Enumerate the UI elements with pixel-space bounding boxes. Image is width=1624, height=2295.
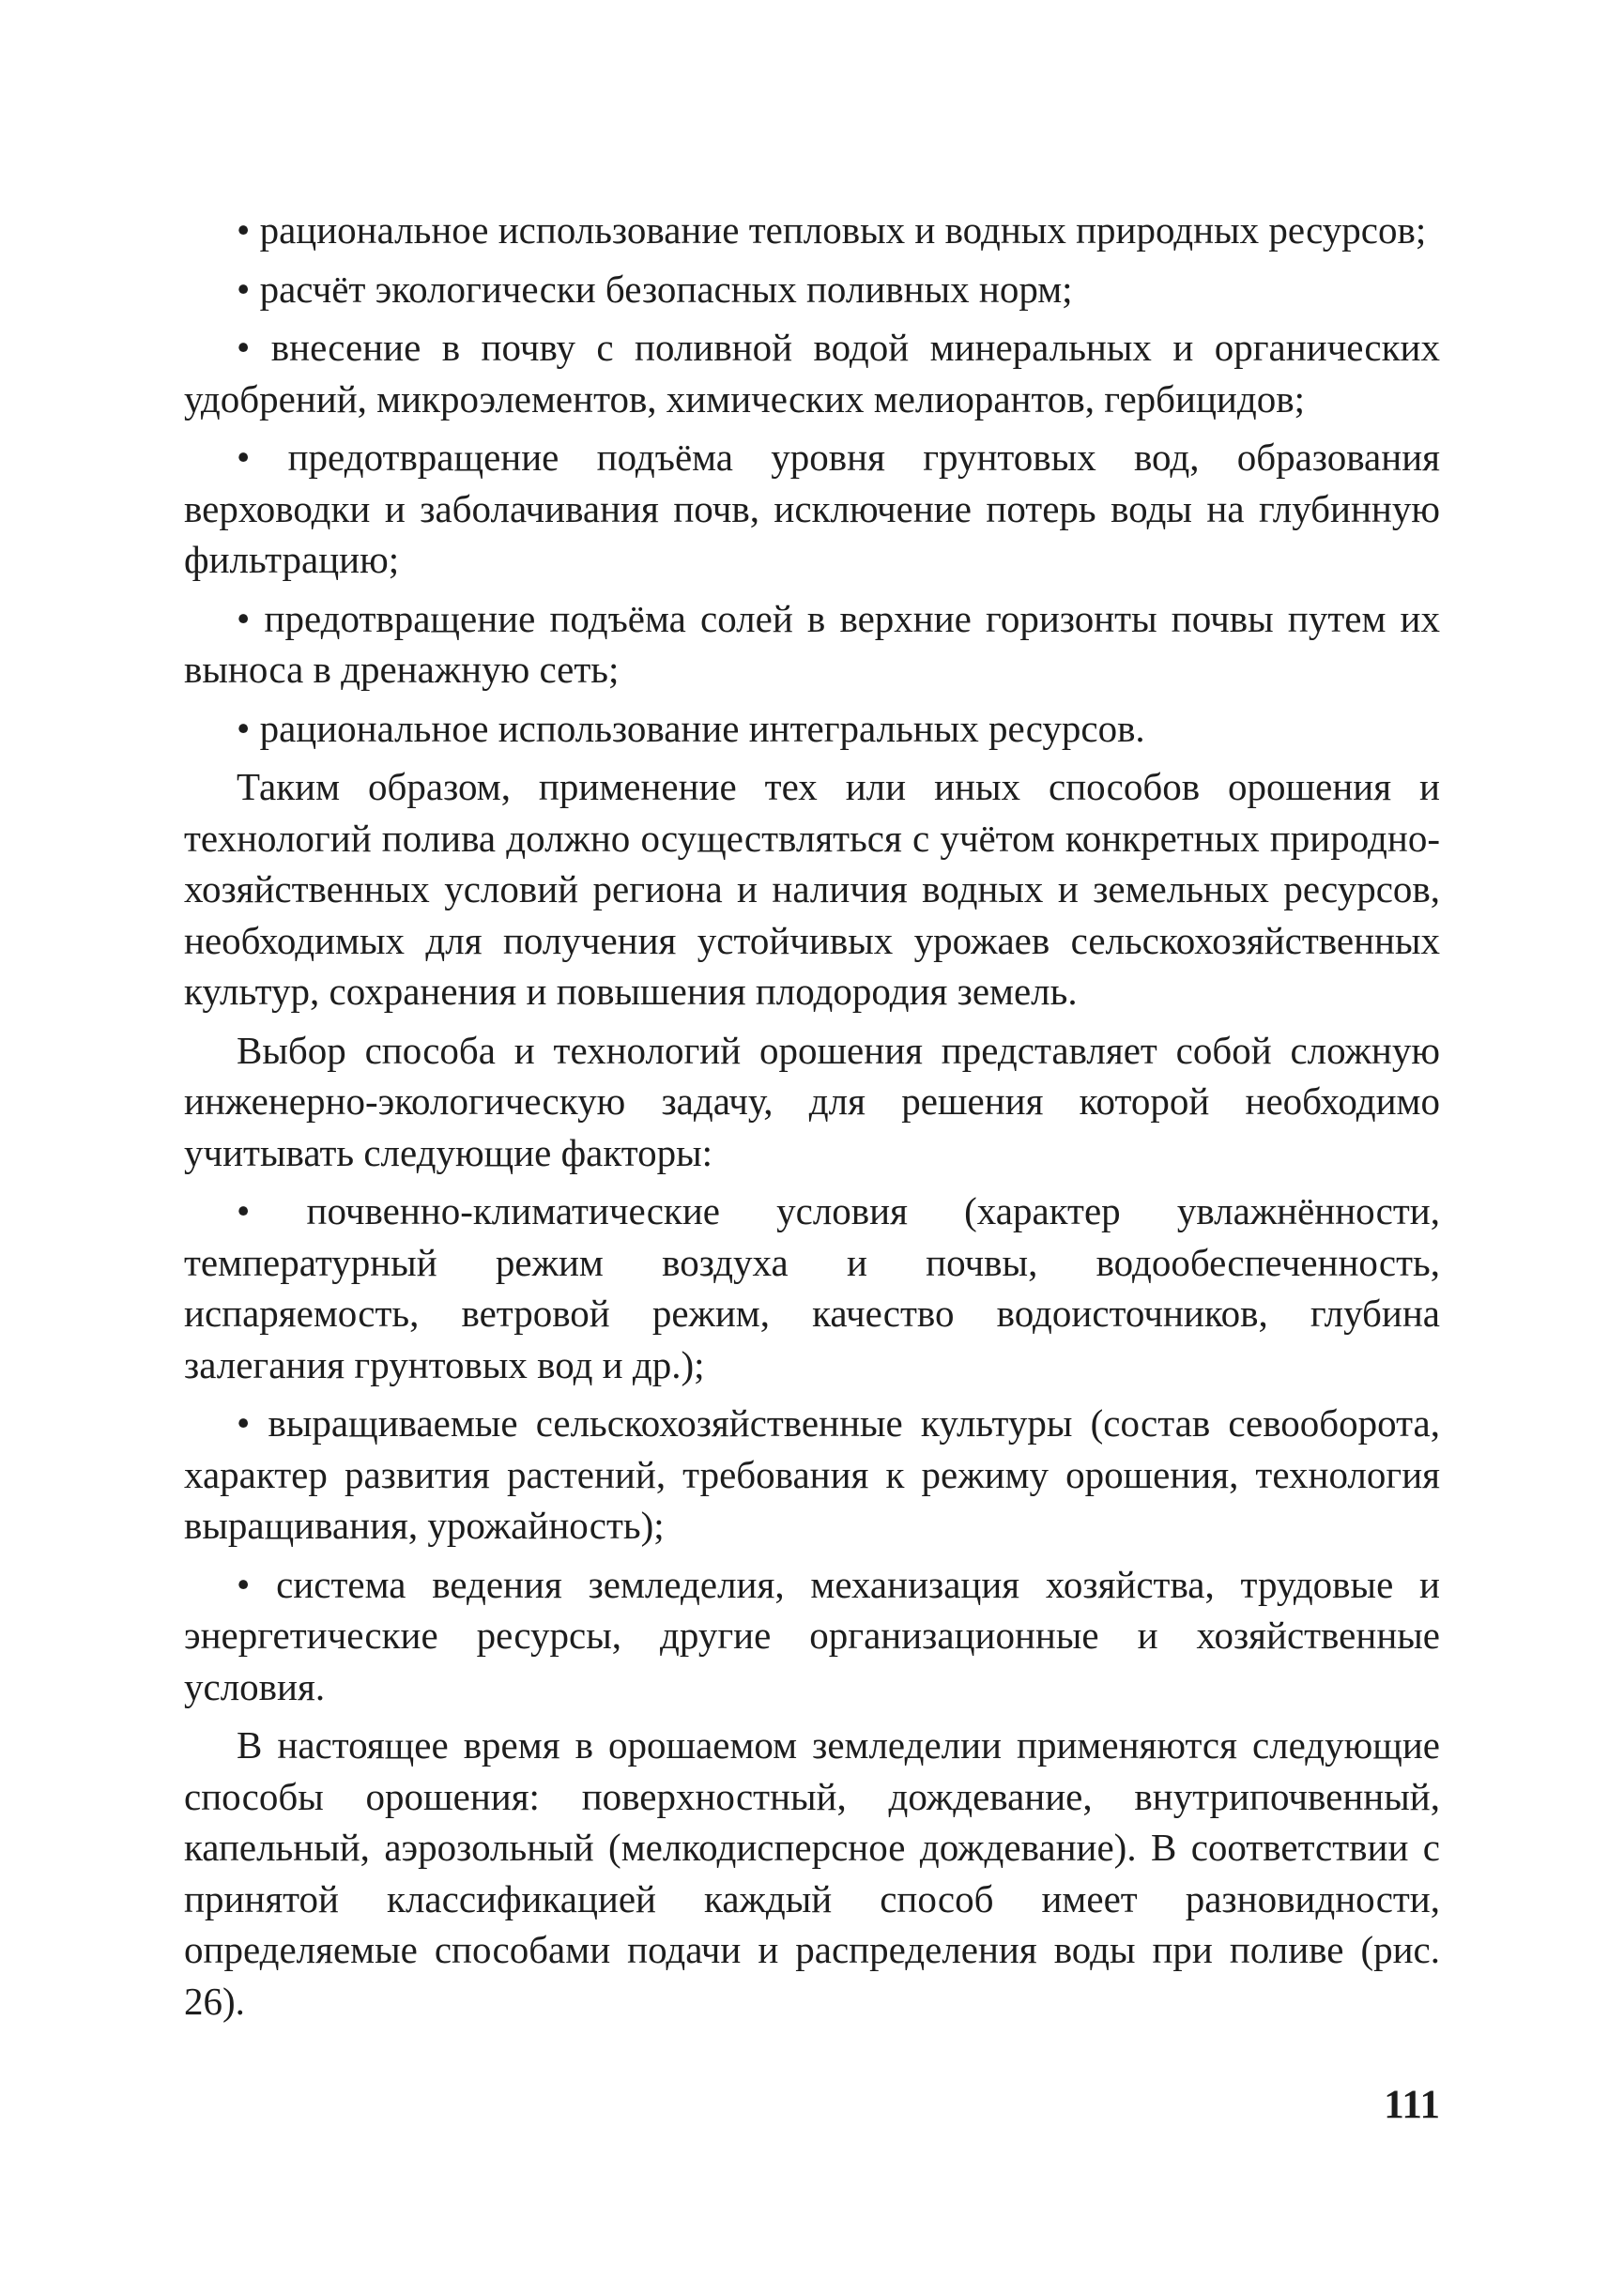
bullet-item: • выращиваемые сельскохозяйственные культуры (состав севооборота, характер развития растений, требования к режиму орошения, технология выращивания, урожайность); [184, 1401, 1440, 1547]
bullet-item: • почвенно-климатические условия (характер увлажнённости, температурный режим воздуха и почвы, водообеспеченность, испаряемость, ветровой режим, качество водоисточников, глубина залегания грунтовых вод и др.); [184, 1189, 1440, 1386]
bullet-item: • система ведения земледелия, механизация хозяйства, трудовые и энергетические ресурсы, другие организационные и хозяйственные условия. [184, 1562, 1440, 1708]
paragraph: В настоящее время в орошаемом земледелии применяются следующие способы орошения: поверхностный, дождевание, внутрипочвенный, капельный, аэрозольный (мелкодисперсное дождевание). В соответствии с принятой классификацией каждый способ имеет разновидности, определяемые способами подачи и распределения воды при поливе (рис. 26). [184, 1723, 1440, 2023]
paragraph: Таким образом, применение тех или иных способов орошения и технологий полива должно осуществляться с учётом конкретных природно-хозяйственных условий региона и наличия водных и земельных ресурсов, необходимых для получения устойчивых урожаев сельскохозяйственных культур, сохранения и повышения плодородия земель. [184, 765, 1440, 1013]
paragraph: Выбор способа и технологий орошения представляет собой сложную инженерно-экологическую задачу, для решения которой необходимо учитывать следующие факторы: [184, 1028, 1440, 1174]
bullet-item: • предотвращение подъёма солей в верхние горизонты почвы путем их выноса в дренажную сеть; [184, 596, 1440, 691]
bullet-item: • предотвращение подъёма уровня грунтовых вод, образования верховодки и заболачивания почв, исключение потерь воды на глубинную фильтрацию; [184, 436, 1440, 581]
bullet-item: • внесение в почву с поливной водой минеральных и органических удобрений, микроэлементов, химических мелиорантов, гербицидов; [184, 326, 1440, 421]
bullet-item: • расчёт экологически безопасных поливных норм; [237, 267, 1073, 311]
page-number: 111 [1384, 2083, 1440, 2127]
body-text [184, 205, 1440, 2027]
bullet-item: • рациональное использование тепловых и водных природных ресурсов; [237, 208, 1427, 252]
bullet-item: • рациональное использование интегральных ресурсов. [237, 706, 1145, 750]
